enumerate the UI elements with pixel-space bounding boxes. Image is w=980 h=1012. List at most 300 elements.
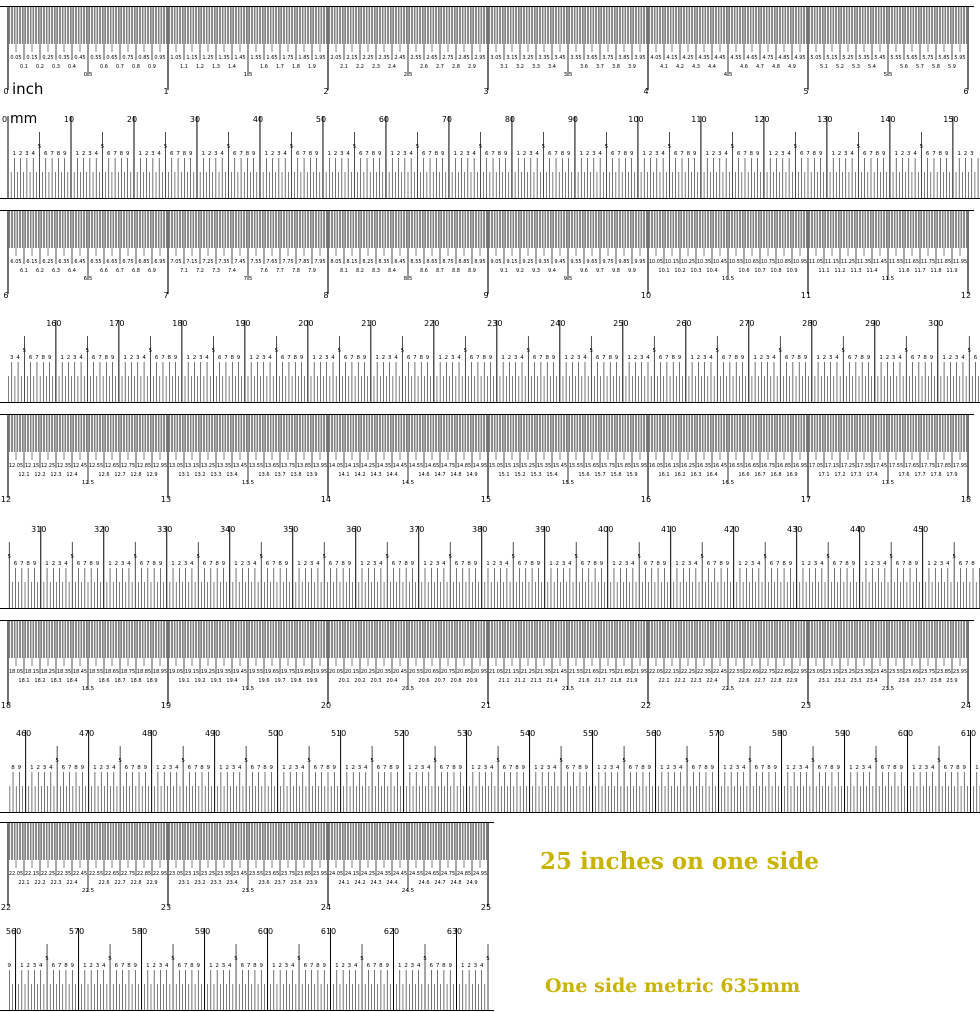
inch-label-hundredths: 23.65 [264,871,280,877]
inch-label-tenths: 13.8 [290,472,302,478]
inch-label-hundredths: 8.85 [458,259,470,265]
mm-label-digit: 8 [434,151,439,157]
mm-label-digit: 8 [41,355,46,361]
inch-label-hundredths: 10.65 [744,259,760,265]
mm-label-digit: 7 [287,355,291,361]
mm-label-digit: 3 [498,561,503,567]
mm-label-digit: 2 [633,355,638,361]
mm-label-digit: 7 [617,151,621,157]
inch-label-hundredths: 15.65 [584,463,600,469]
inch-label-hundredths: 24.75 [440,871,456,877]
mm-label-five: 5 [307,758,311,764]
mm-label-digit: 2 [774,151,779,157]
inch-label-tenths: 20.3 [370,678,382,684]
mm-label-five: 5 [904,348,909,354]
mm-label-five: 5 [385,554,389,560]
mm-label-digit: 9 [566,151,571,157]
mm-label-digit: 7 [309,963,314,969]
inch-label-tenths: 6.1 [20,268,28,274]
mm-label-digit: 7 [183,963,188,969]
mm-label-digit: 7 [246,963,251,969]
inch-label-hundredths: 15.15 [504,463,520,469]
mm-label-digit: 3 [32,963,37,969]
inch-label-tenths: 4.9 [788,64,796,70]
mm-label-digit: 1 [849,765,853,771]
inch-label-tenths: 10.9 [786,268,798,274]
inch-label-tenths: 14.1 [338,472,350,478]
inch-label-hundredths: 12.55 [88,463,104,469]
inch-label-hundredths: 15.25 [520,463,536,469]
mm-label-digit: 2 [618,561,623,567]
inch-label-tenths: 8.1 [340,268,348,274]
mm-label-digit: 1 [927,561,931,567]
mm-label-ten: 450 [913,525,929,534]
inch-label-hundredths: 2.95 [474,55,486,61]
mm-label-digit: 7 [508,765,513,771]
mm-label-ten: 220 [424,319,440,328]
inch-label-whole: 18 [0,701,12,710]
mm-label-five: 5 [826,554,830,560]
caption-metric: One side metric 635mm [545,975,801,997]
inch-label-hundredths: 3.05 [490,55,502,61]
mm-label-digit: 7 [776,561,780,567]
mm-label-digit: 4 [898,355,902,361]
inch-label-hundredths: 22.25 [680,669,696,675]
mm-label-digit: 6 [250,765,255,771]
mm-label-digit: 1 [75,151,80,157]
inch-label-tenths: 22.9 [146,880,158,886]
mm-label-digit: 2 [318,355,323,361]
inch-label-hundredths: 20.15 [344,669,360,675]
mm-label-digit: 1 [272,963,276,969]
inch-label-hundredths: 10.55 [728,259,744,265]
inch-ruler-graphic [0,620,980,714]
inch-label-hundredths: 5.55 [890,55,902,61]
inch-label-hundredths: 8.35 [378,259,390,265]
mm-label-digit: 8 [119,151,124,157]
mm-label-digit: 4 [220,151,224,157]
mm-label-digit: 4 [331,355,335,361]
mm-label-digit: 8 [245,151,250,157]
mm-label-ten: 90 [567,115,579,124]
inch-label-tenths: 0.7 [116,64,124,70]
mm-label-digit: 9 [914,561,919,567]
inch-label-tenths: 23.3 [850,678,862,684]
mm-label-digit: 3 [798,765,803,771]
mm-label-five: 5 [559,758,563,764]
inch-label-hundredths: 22.15 [664,669,680,675]
mm-label-digit: 2 [366,561,371,567]
inch-label-hundredths: 16.15 [664,463,680,469]
mm-label-digit: 2 [585,151,590,157]
mm-label-digit: 2 [467,963,471,969]
inch-label-hundredths: 22.75 [120,871,136,877]
inch-label-whole: 9 [483,291,489,300]
mm-label-digit: 4 [290,963,295,969]
mm-label-digit: 2 [351,765,355,771]
mm-label-ten: 20 [126,115,138,124]
inch-label-hundredths: 9.35 [538,259,550,265]
mm-label-ten: 550 [582,729,599,738]
mm-label-ten: 590 [834,729,851,738]
inch-label-hundredths: 19.45 [232,669,248,675]
inch-label-tenths: 24.2 [354,880,366,886]
inch-label-tenths: 1.9 [308,64,316,70]
mm-label-digit: 3 [324,355,329,361]
mm-label-digit: 7 [113,151,117,157]
mm-label-digit: 8 [230,355,235,361]
mm-label-digit: 4 [598,151,602,157]
mm-label-digit: 1 [30,765,34,771]
inch-label-hundredths: 22.95 [792,669,808,675]
mm-label-digit: 1 [93,765,97,771]
mm-label-digit: 7 [932,151,936,157]
mm-label-digit: 4 [442,561,446,567]
inch-label-hundredths: 16.85 [776,463,792,469]
inch-ruler-strip-1 [0,6,980,100]
inch-label-tenths: 8.3 [372,268,380,274]
mm-label-digit: 1 [486,561,490,567]
inch-label-tenths: 15.3 [530,472,542,478]
inch-label-hundredths: 12.85 [136,463,152,469]
mm-label-ten: 270 [739,319,755,328]
mm-label-digit: 7 [539,355,543,361]
mm-label-digit: 4 [741,765,746,771]
inch-label-hundredths: 2.05 [330,55,342,61]
mm-label-digit: 4 [835,355,839,361]
mm-label-digit: 3 [158,963,163,969]
inch-label-hundredths: 15.45 [552,463,568,469]
mm-label-ten: 410 [661,525,677,534]
mm-label-ten: 530 [456,729,473,738]
inch-label-tenths: 17.9 [946,472,958,478]
mm-label-ten: 600 [257,927,274,936]
mm-label-digit: 1 [723,765,727,771]
mm-label-digit: 3 [199,355,203,361]
inch-label-hundredths: 7.65 [266,259,278,265]
mm-label-ten: 80 [504,115,516,124]
inch-label-hundredths: 3.25 [522,55,534,61]
inch-label-hundredths: 5.85 [938,55,950,61]
mm-label-digit: 3 [221,963,226,969]
mm-label-five: 5 [322,554,326,560]
inch-label-hundredths: 13.65 [264,463,280,469]
inch-label-tenths: 3.3 [532,64,540,70]
mm-label-digit: 1 [249,355,253,361]
mm-label-five: 5 [811,758,815,764]
inch-label-hundredths: 7.15 [186,259,198,265]
inch-ruler-graphic [0,822,500,916]
mm-label-digit: 3 [561,561,566,567]
mm-label-digit: 7 [435,963,440,969]
inch-label-hundredths: 15.35 [536,463,552,469]
mm-label-digit: 1 [408,765,412,771]
mm-label-ten: 360 [346,525,362,534]
mm-label-digit: 7 [120,963,125,969]
mm-label-digit: 9 [584,765,589,771]
mm-label-digit: 6 [406,355,411,361]
mm-label-digit: 4 [94,151,98,157]
inch-label-tenths: 15.9 [626,472,638,478]
mm-label-ten: 190 [235,319,251,328]
mm-label-digit: 3 [861,765,866,771]
mm-label-digit: 1 [20,963,24,969]
inch-label-hundredths: 19.15 [184,669,200,675]
mm-label-digit: 8 [530,561,534,567]
inch-label-tenths: 21.3 [530,678,542,684]
mm-label-digit: 1 [816,355,820,361]
inch-label-whole: 19 [160,701,172,710]
inch-label-hundredths: 23.75 [920,669,936,675]
mm-label-digit: 8 [593,561,597,567]
inch-label-tenths: 24.1 [338,880,350,886]
inch-label-hundredths: 20.05 [328,669,344,675]
inch-label-tenths: 7.8 [292,268,300,274]
mm-label-digit: 9 [221,561,226,567]
mm-label-digit: 2 [459,151,464,157]
mm-label-ten: 140 [880,115,896,124]
mm-label-digit: 4 [568,561,572,567]
inch-label-tenths: 23.1 [178,880,190,886]
mm-label-digit: 3 [435,561,440,567]
mm-label-digit: 6 [895,561,900,567]
mm-label-ten: 290 [865,319,881,328]
mm-label-digit: 4 [472,151,476,157]
mm-label-five: 5 [730,144,735,150]
mm-label-ten: 260 [676,319,692,328]
mm-label-digit: 7 [587,561,591,567]
inch-label-hundredths: 2.35 [378,55,390,61]
inch-label-whole: 7 [163,291,169,300]
mm-label-ten: 230 [487,319,503,328]
mm-label-digit: 4 [394,355,398,361]
inch-label-hundredths: 14.25 [360,463,376,469]
inch-label-hundredths: 0.85 [138,55,150,61]
mm-label-digit: 2 [36,765,40,771]
inch-label-half: 3.5 [563,72,573,78]
mm-label-digit: 3 [309,561,314,567]
mm-label-digit: 3 [420,765,425,771]
inch-label-hundredths: 3.55 [570,55,582,61]
mm-label-digit: 8 [379,963,383,969]
mm-label-digit: 6 [217,355,222,361]
inch-label-hundredths: 19.55 [248,669,264,675]
mm-label-digit: 1 [123,355,127,361]
mm-label-digit: 8 [812,151,817,157]
inch-label-tenths: 4.8 [772,64,780,70]
mm-label-digit: 4 [427,765,431,771]
mm-label-digit: 8 [482,355,486,361]
mm-label-digit: 8 [190,963,194,969]
mm-label-digit: 9 [284,561,289,567]
mm-label-five: 5 [667,144,672,150]
mm-ticks [9,928,488,1010]
mm-label-digit: 3 [970,151,974,157]
inch-label-hundredths: 8.45 [394,259,406,265]
mm-label-digit: 8 [341,561,345,567]
inch-label-hundredths: 18.85 [136,669,152,675]
mm-label-digit: 6 [429,963,434,969]
mm-label-digit: 1 [738,561,742,567]
mm-label-digit: 9 [377,151,382,157]
inch-label-tenths: 18.2 [34,678,46,684]
inch-label-tenths: 13.3 [210,472,222,478]
inch-label-hundredths: 22.65 [744,669,760,675]
mm-label-digit: 9 [521,765,526,771]
mm-label-five: 5 [423,956,427,962]
inch-label-hundredths: 9.65 [586,259,598,265]
inch-label-tenths: 8.8 [452,268,460,274]
mm-label-digit: 7 [398,561,402,567]
mm-label-digit: 7 [445,765,450,771]
mm-label-digit: 6 [187,765,192,771]
inch-label-hundredths: 19.75 [280,669,296,675]
mm-label-digit: 7 [886,765,891,771]
inch-label-hundredths: 4.25 [682,55,694,61]
inch-label-hundredths: 15.95 [632,463,648,469]
mm-label-digit: 4 [883,561,887,567]
mm-label-digit: 9 [662,561,667,567]
inch-label-tenths: 21.6 [578,678,590,684]
mm-label-digit: 2 [792,765,796,771]
mm-label-digit: 9 [347,561,352,567]
mm-label-digit: 9 [551,355,556,361]
inch-label-tenths: 16.6 [738,472,750,478]
inch-label-tenths: 10.6 [738,268,750,274]
inch-label-hundredths: 18.15 [24,669,40,675]
inch-label-whole: 15 [480,495,492,504]
inch-label-tenths: 18.8 [130,678,142,684]
mm-label-ten: 320 [94,525,110,534]
mm-label-digit: 9 [322,963,326,969]
mm-label-digit: 2 [570,355,575,361]
inch-label-tenths: 7.4 [228,268,236,274]
mm-label-digit: 3 [284,963,289,969]
mm-label-digit: 6 [107,151,111,157]
inch-label-tenths: 15.1 [498,472,510,478]
mm-label-digit: 7 [491,151,495,157]
mm-label-digit: 3 [876,561,881,567]
mm-label-five: 5 [778,348,783,354]
mm-label-five: 5 [37,144,42,150]
mm-label-digit: 8 [11,765,15,771]
inch-label-hundredths: 13.45 [232,463,248,469]
inch-label-tenths: 9.6 [580,268,588,274]
mm-label-digit: 3 [924,765,929,771]
inch-label-tenths: 6.3 [52,268,60,274]
inch-label-hundredths: 12.75 [120,463,136,469]
mm-label-five: 5 [360,956,364,962]
inch-label-tenths: 13.1 [178,472,190,478]
inch-label-tenths: 6.2 [36,268,44,274]
mm-label-five: 5 [211,348,216,354]
mm-label-digit: 9 [125,151,130,157]
inch-label-hundredths: 22.75 [760,669,776,675]
mm-label-digit: 1 [83,963,87,969]
mm-label-digit: 8 [89,561,93,567]
inch-label-tenths: 14.6 [418,472,430,478]
mm-label-digit: 3 [672,765,677,771]
mm-label-five: 5 [108,956,112,962]
mm-ticks [10,730,980,812]
inch-label-tenths: 9.1 [500,268,508,274]
mm-label-digit: 4 [301,765,305,771]
mm-label-digit: 6 [847,355,852,361]
mm-label-five: 5 [589,348,594,354]
mm-label-five: 5 [700,554,704,560]
mm-label-digit: 7 [554,151,558,157]
inch-label-tenths: 8.4 [388,268,396,274]
inch-label-hundredths: 22.45 [72,871,88,877]
inch-label-hundredths: 0.05 [10,55,22,61]
inch-label-hundredths: 0.75 [122,55,134,61]
mm-label-digit: 9 [47,355,52,361]
mm-label-digit: 3 [513,355,518,361]
mm-label-digit: 6 [673,151,678,157]
inch-label-hundredths: 14.75 [440,463,456,469]
inch-label-tenths: 14.9 [466,472,478,478]
mm-label-digit: 6 [910,355,915,361]
inch-label-hundredths: 2.25 [362,55,374,61]
inch-label-tenths: 22.6 [738,678,750,684]
inch-label-hundredths: 5.25 [842,55,854,61]
mm-ticks [8,116,978,198]
mm-label-digit: 3 [939,561,944,567]
mm-ruler-graphic [0,108,980,200]
mm-label-five: 5 [889,554,893,560]
caption-inches: 25 inches on one side [540,848,819,875]
inch-label-tenths: 5.9 [948,64,956,70]
mm-label-digit: 8 [389,765,393,771]
mm-label-digit: 8 [452,765,456,771]
mm-label-digit: 1 [612,561,616,567]
inch-label-tenths: 24.9 [466,880,478,886]
inch-label-hundredths: 21.55 [568,669,584,675]
inch-label-hundredths: 5.75 [922,55,934,61]
inch-label-tenths: 16.8 [770,472,782,478]
mm-label-digit: 8 [404,561,408,567]
inch-label-hundredths: 24.25 [360,871,376,877]
mm-label-digit: 1 [219,765,223,771]
mm-label-digit: 6 [44,151,48,157]
inch-label-hundredths: 5.45 [874,55,886,61]
inch-label-tenths: 17.4 [866,472,878,478]
mm-label-digit: 2 [240,561,245,567]
mm-label-ten: 560 [5,927,22,936]
mm-label-digit: 4 [583,355,587,361]
inch-label-hundredths: 22.35 [56,871,72,877]
inch-label-hundredths: 6.15 [26,259,38,265]
mm-label-five: 5 [448,554,452,560]
inch-label-whole: 23 [160,903,172,912]
mm-label-digit: 4 [867,765,872,771]
mm-label-five: 5 [100,144,105,150]
mm-label-ten: 150 [943,115,959,124]
mm-label-digit: 3 [294,765,299,771]
mm-label-digit: 2 [963,151,968,157]
mm-label-digit: 2 [948,355,953,361]
inch-label-tenths: 20.7 [434,678,446,684]
inch-label-hundredths: 2.45 [394,55,406,61]
mm-label-digit: 1 [12,151,17,157]
mm-label-digit: 3 [576,355,581,361]
mm-label-digit: 6 [565,765,570,771]
mm-label-digit: 9 [710,765,715,771]
mm-label-digit: 7 [98,355,102,361]
inch-label-hundredths: 6.75 [122,259,134,265]
mm-label-digit: 9 [158,561,163,567]
mm-label-ten: 600 [897,729,914,738]
